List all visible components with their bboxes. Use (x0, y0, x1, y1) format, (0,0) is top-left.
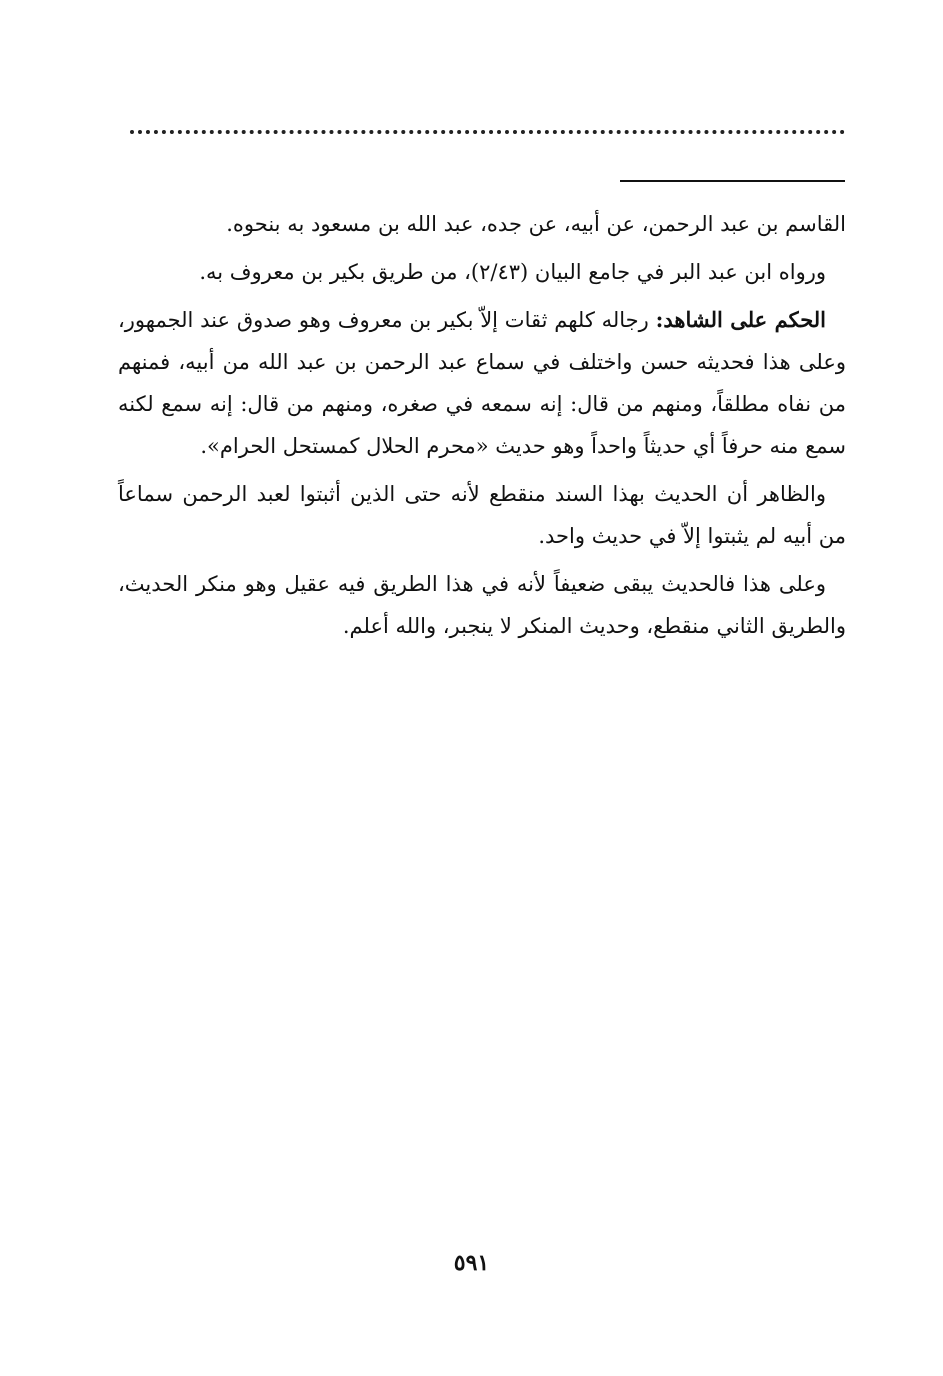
ruling-paragraph (118, 299, 846, 467)
text-line-ibn-abd-al-barr: ورواه ابن عبد البر في جامع البيان (٢/٤٣)، من طريق بكير بن معروف به. (199, 260, 826, 284)
apparent-paragraph: والظاهر أن الحديث بهذا السند منقطع لأنه حتى الذين أثبتوا لعبد الرحمن سماعاً من أبيه لم يثبتوا إلاّ في حديث واحد. (118, 482, 846, 548)
footnote-rule (620, 180, 845, 182)
ruling-label: الحكم على الشاهد: (655, 307, 827, 332)
text-line-isnad: القاسم بن عبد الرحمن، عن أبيه، عن جده، عبد الله بن مسعود به بنحوه. (226, 212, 846, 236)
ruling-text: رجاله كلهم ثقات إلاّ بكير بن معروف وهو صدوق عند الجمهور، وعلى هذا فحديثه حسن واختلف في سماع عبد الرحمن بن عبد الله من أبيه، فمنهم من نفاه مطلقاً، ومنهم من قال: إنه سمعه في صغره، ومنهم من قال: إنه سمع لكنه سمع منه حرفاً أي حديثاً واحداً وهو حديث «محرم الحلال كمستحل الحرام». (118, 308, 846, 458)
page-number: ٥٩١ (453, 1250, 490, 1276)
conclusion-paragraph: وعلى هذا فالحديث يبقى ضعيفاً لأنه في هذا الطريق فيه عقيل وهو منكر الحديث، والطريق الثاني منقطع، وحديث المنكر لا ينجبر، والله أعلم. (118, 572, 846, 638)
body-text (118, 203, 846, 653)
dotted-separator (130, 130, 845, 134)
